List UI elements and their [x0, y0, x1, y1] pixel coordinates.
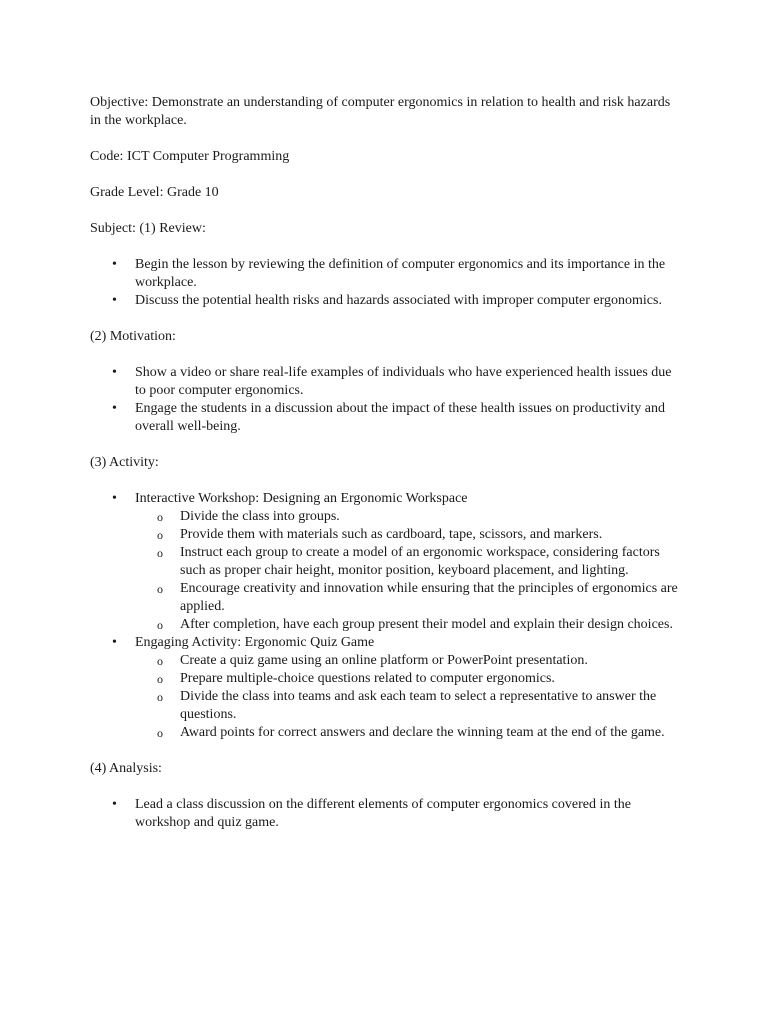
section-heading: (2) Motivation:: [90, 329, 176, 344]
bullet-icon: •: [112, 401, 117, 416]
section: [90, 760, 680, 832]
sub-list-item-text: Provide them with materials such as cardboard, tape, scissors, and markers.: [180, 527, 603, 542]
bullet-list: [90, 364, 680, 436]
bullet-icon: •: [112, 365, 117, 380]
list-item: [90, 796, 680, 832]
sub-list-item: [135, 670, 680, 688]
circle-bullet-icon: o: [157, 510, 163, 524]
list-item: [90, 364, 680, 400]
list-item: [90, 634, 680, 742]
bullet-list: [90, 490, 680, 742]
sub-list-item: [135, 508, 680, 526]
circle-bullet-icon: o: [157, 654, 163, 668]
section-heading: Subject: (1) Review:: [90, 221, 206, 236]
section-heading: (4) Analysis:: [90, 761, 162, 776]
list-item-text: Discuss the potential health risks and hazards associated with improper computer ergonomics.: [135, 293, 662, 308]
list-item-text: Show a video or share real-life examples of individuals who have experienced health issues due to poor computer ergonomics.: [135, 365, 672, 398]
sub-list-item: [135, 616, 680, 634]
list-item-text: Engage the students in a discussion about the impact of these health issues on productivity and overall well-being.: [135, 401, 665, 434]
lesson-sections: [90, 220, 680, 832]
list-item: [90, 400, 680, 436]
sub-list-item: [135, 544, 680, 580]
bullet-icon: •: [112, 257, 117, 272]
list-item-text: Begin the lesson by reviewing the definition of computer ergonomics and its importance in the workplace.: [135, 257, 666, 290]
circle-bullet-icon: o: [157, 528, 163, 542]
section: [90, 454, 680, 742]
bullet-icon: •: [112, 293, 117, 308]
section: [90, 220, 680, 310]
sub-list-item: [135, 580, 680, 616]
document-body: [90, 94, 680, 832]
section-heading: (3) Activity:: [90, 455, 159, 470]
circle-bullet-icon: o: [157, 582, 163, 596]
sub-list-item-text: Divide the class into teams and ask each team to select a representative to answer the questions.: [180, 689, 657, 722]
list-item-text: Lead a class discussion on the different elements of computer ergonomics covered in the workshop and quiz game.: [135, 797, 631, 830]
bullet-icon: •: [112, 797, 117, 812]
sub-list-item-text: Encourage creativity and innovation while ensuring that the principles of ergonomics are applied.: [180, 581, 678, 614]
circle-bullet-icon: o: [157, 672, 163, 686]
list-item-text: Engaging Activity: Ergonomic Quiz Game: [135, 635, 375, 650]
sub-list-item-text: Create a quiz game using an online platform or PowerPoint presentation.: [180, 653, 588, 668]
list-item-text: Interactive Workshop: Designing an Ergonomic Workspace: [135, 491, 468, 506]
bullet-icon: •: [112, 635, 117, 650]
circle-bullet-icon: o: [157, 690, 163, 704]
bullet-icon: •: [112, 491, 117, 506]
sub-list-item-text: Divide the class into groups.: [180, 509, 340, 524]
sub-list-item-text: After completion, have each group present their model and explain their design choices.: [180, 617, 673, 632]
section: [90, 328, 680, 436]
circle-bullet-icon: o: [157, 618, 163, 632]
circle-bullet-icon: o: [157, 546, 163, 560]
sub-list-item: [135, 724, 680, 742]
sub-list-item-text: Instruct each group to create a model of an ergonomic workspace, considering factors such as proper chair height, monitor position, keyboard placement, and lighting.: [180, 545, 660, 578]
list-item: [90, 490, 680, 634]
list-item: [90, 292, 680, 310]
code-line: Code: ICT Computer Programming: [90, 149, 290, 164]
circle-bullet-icon: o: [157, 726, 163, 740]
sub-list: [135, 508, 680, 634]
sub-list-item: [135, 526, 680, 544]
sub-list-item: [135, 652, 680, 670]
bullet-list: [90, 256, 680, 310]
sub-list: [135, 652, 680, 742]
objective-line: Objective: Demonstrate an understanding of computer ergonomics in relation to health and risk hazards in the workplace.: [90, 95, 671, 128]
grade-line: Grade Level: Grade 10: [90, 185, 219, 200]
list-item: [90, 256, 680, 292]
bullet-list: [90, 796, 680, 832]
sub-list-item-text: Prepare multiple-choice questions related to computer ergonomics.: [180, 671, 555, 686]
sub-list-item-text: Award points for correct answers and declare the winning team at the end of the game.: [180, 725, 665, 740]
sub-list-item: [135, 688, 680, 724]
